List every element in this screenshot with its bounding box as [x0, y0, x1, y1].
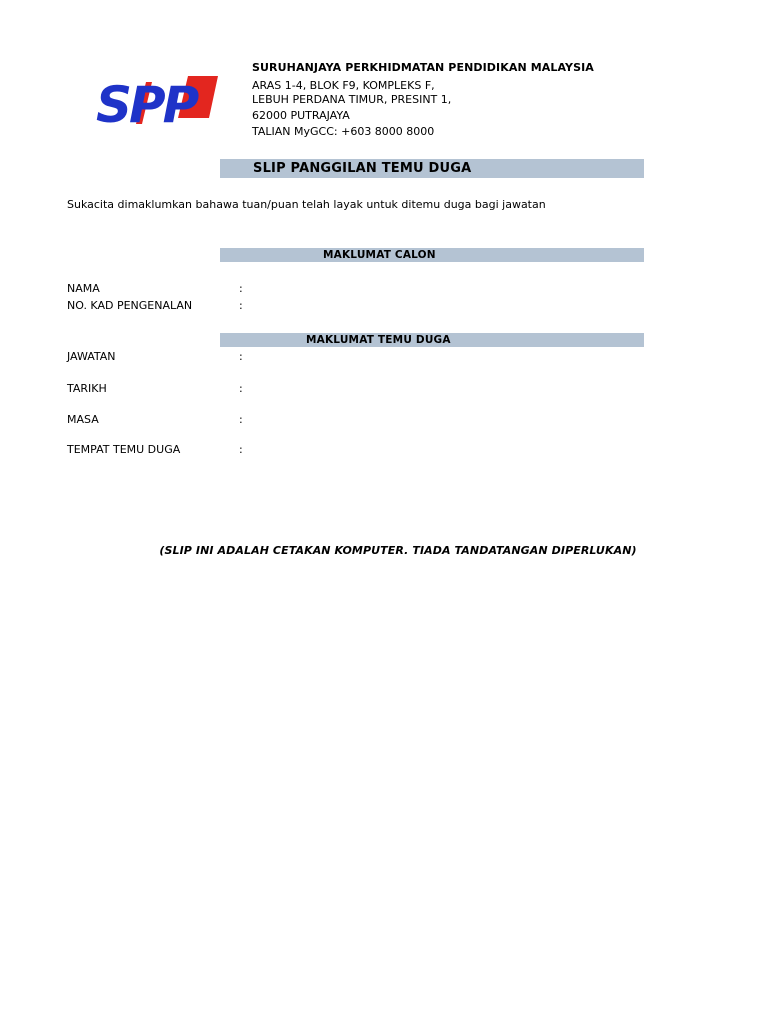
label-position: JAWATAN — [67, 350, 116, 363]
label-date: TARIKH — [67, 382, 107, 395]
organization-name: SURUHANJAYA PERKHIDMATAN PENDIDIKAN MALAYSIA — [252, 61, 594, 74]
section-heading-candidate: MAKLUMAT CALON — [323, 249, 436, 261]
separator-date: : — [239, 382, 243, 395]
separator-name: : — [239, 282, 243, 295]
logo-text: SPP — [96, 76, 197, 128]
section-heading-interview: MAKLUMAT TEMU DUGA — [306, 334, 451, 346]
separator-venue: : — [239, 443, 243, 456]
separator-time: : — [239, 413, 243, 426]
page-title: SLIP PANGGILAN TEMU DUGA — [253, 161, 472, 176]
address-line-1: ARAS 1-4, BLOK F9, KOMPLEKS F, — [252, 79, 435, 92]
label-ic-number: NO. KAD PENGENALAN — [67, 299, 193, 312]
section-bar-candidate — [220, 248, 644, 262]
hotline: TALIAN MyGCC: +603 8000 8000 — [252, 125, 435, 138]
label-venue: TEMPAT TEMU DUGA — [67, 443, 181, 456]
separator-ic-number: : — [239, 299, 243, 312]
label-name: NAMA — [67, 282, 100, 295]
address-line-2: LEBUH PERDANA TIMUR, PRESINT 1, — [252, 93, 452, 106]
section-bar-interview — [220, 333, 644, 347]
address-line-3: 62000 PUTRAJAYA — [252, 109, 350, 122]
label-time: MASA — [67, 413, 99, 426]
footer-note: (SLIP INI ADALAH CETAKAN KOMPUTER. TIADA TANDATANGAN DIPERLUKAN) — [159, 544, 637, 557]
separator-position: : — [239, 350, 243, 363]
intro-text: Sukacita dimaklumkan bahawa tuan/puan telah layak untuk ditemu duga bagi jawatan — [67, 198, 546, 211]
spp-logo — [96, 72, 218, 128]
